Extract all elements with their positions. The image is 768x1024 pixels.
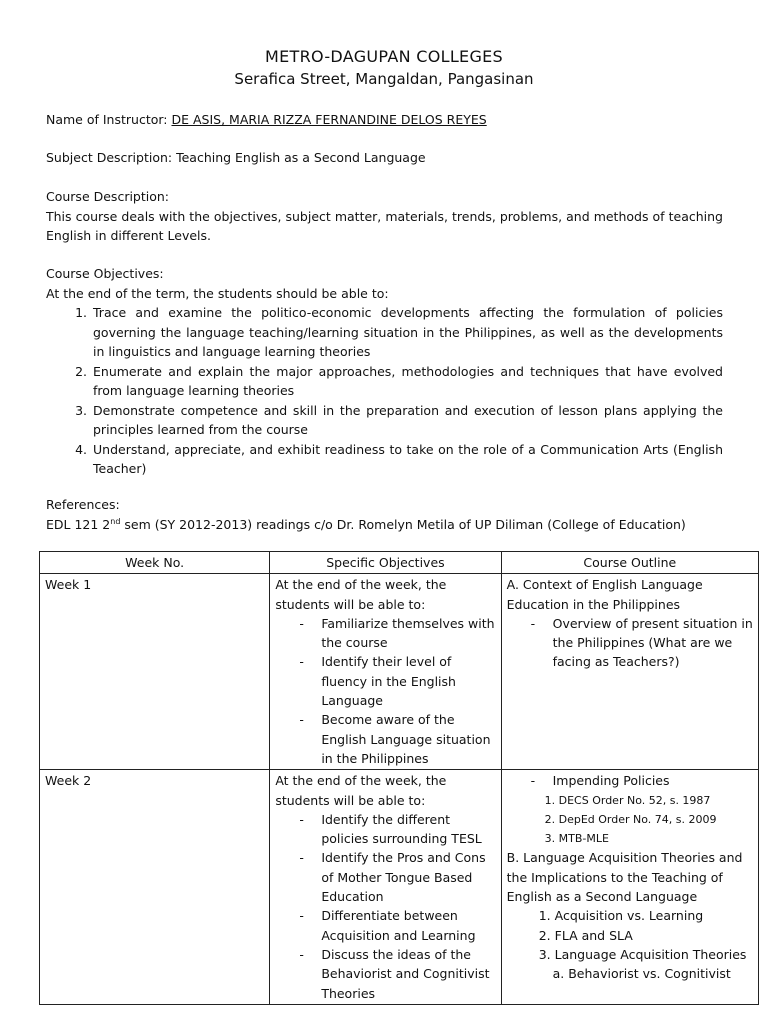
outline-list [507,771,753,790]
objectives-intro: At the end of the week, the students will be able to: [275,577,447,612]
objective-item: 4. Understand, appreciate, and exhibit readiness to take on the role of a Communication Arts (English Teacher) [91,440,723,479]
instructor-name: DE ASIS, MARIA RIZZA FERNANDINE DELOS REYES [171,112,487,127]
objectives-list [275,810,495,1003]
policy-item: 2. DepEd Order No. 74, s. 2009 [559,810,753,829]
instructor-line [46,110,723,130]
theory-list [507,906,753,964]
document-header [0,46,768,90]
course-objectives-heading: Course Objectives: [46,266,164,281]
header-specific-objectives: Specific Objectives [270,552,501,574]
school-address: Serafica Street, Mangaldan, Pangasinan [234,70,534,88]
course-description [46,187,723,246]
header-course-outline: Course Outline [501,552,758,574]
subject-line [46,148,723,168]
list-item: - Familiarize themselves with the course [299,614,495,653]
objectives-list [275,614,495,768]
list-item: - Overview of present situation in the Philippines (What are we facing as Teachers?) [531,614,753,672]
policy-item: 3. MTB-MLE [559,829,753,848]
references-prefix: EDL 121 2 [46,516,111,532]
course-description-text: This course deals with the objectives, subject matter, materials, trends, problems, and methods of teaching English in different Levels. [46,208,723,243]
course-outline-table [39,551,759,1005]
theory-subitem: a. Behaviorist vs. Cognitivist [552,966,731,982]
list-item: - Become aware of the English Language situation in the Philippines [299,710,495,768]
course-description-heading: Course Description: [46,189,170,204]
objective-item: 2. Enumerate and explain the major approaches, methodologies and techniques that have evolved from language learning theories [91,362,723,401]
list-item: - Identify the Pros and Cons of Mother Tongue Based Education [299,848,495,906]
list-item: - Discuss the ideas of the Behaviorist and Cognitivist Theories [299,945,495,1003]
references [46,495,723,534]
list-item: - Identify their level of fluency in the English Language [299,652,495,710]
subject-value: Teaching English as a Second Language [176,150,426,165]
list-item: - Impending Policies [531,771,753,790]
theory-item: 3. Language Acquisition Theories [555,945,753,964]
outline-list [507,614,753,672]
theory-item: 1. Acquisition vs. Learning [555,906,753,925]
outline-cell [501,770,758,1005]
week-cell: Week 2 [40,770,270,1005]
references-suffix: sem (SY 2012-2013) readings c/o Dr. Romelyn Metila of UP Diliman (College of Education) [120,516,686,532]
table-row [40,574,759,770]
list-item: - Differentiate between Acquisition and Learning [299,906,495,945]
references-heading: References: [46,497,120,512]
references-text [46,515,723,535]
table-row [40,770,759,1005]
objectives-intro: At the end of the week, the students will be able to: [275,773,447,808]
references-sup: nd [110,516,121,526]
policy-list [507,791,753,849]
subject-label: Subject Description: [46,150,177,165]
instructor-label: Name of Instructor: [46,112,172,127]
course-objectives-intro: At the end of the term, the students should be able to: [46,285,389,301]
outline-section-a: A. Context of English Language Education in the Philippines [506,577,703,612]
objectives-cell [270,574,501,770]
header-week-no: Week No. [40,552,270,574]
objective-item: 1. Trace and examine the politico-economic developments affecting the formulation of policies governing the language teaching/learning situation in the Philippines, as well as the developments in linguistics and language learning theories [91,303,723,362]
policy-item: 1. DECS Order No. 52, s. 1987 [559,791,753,810]
table-header-row [40,552,759,574]
theory-item: 2. FLA and SLA [555,926,753,945]
course-objectives-list [46,303,723,479]
objective-item: 3. Demonstrate competence and skill in the preparation and execution of lesson plans applying the principles learned from the course [91,401,723,440]
list-item: - Identify the different policies surrounding TESL [299,810,495,849]
course-objectives [46,264,723,479]
school-name: METRO-DAGUPAN COLLEGES [264,47,504,66]
outline-section-b: B. Language Acquisition Theories and the Implications to the Teaching of English as a Second Language [506,850,743,905]
week-cell: Week 1 [40,574,270,770]
outline-cell [501,574,758,770]
objectives-cell [270,770,501,1005]
